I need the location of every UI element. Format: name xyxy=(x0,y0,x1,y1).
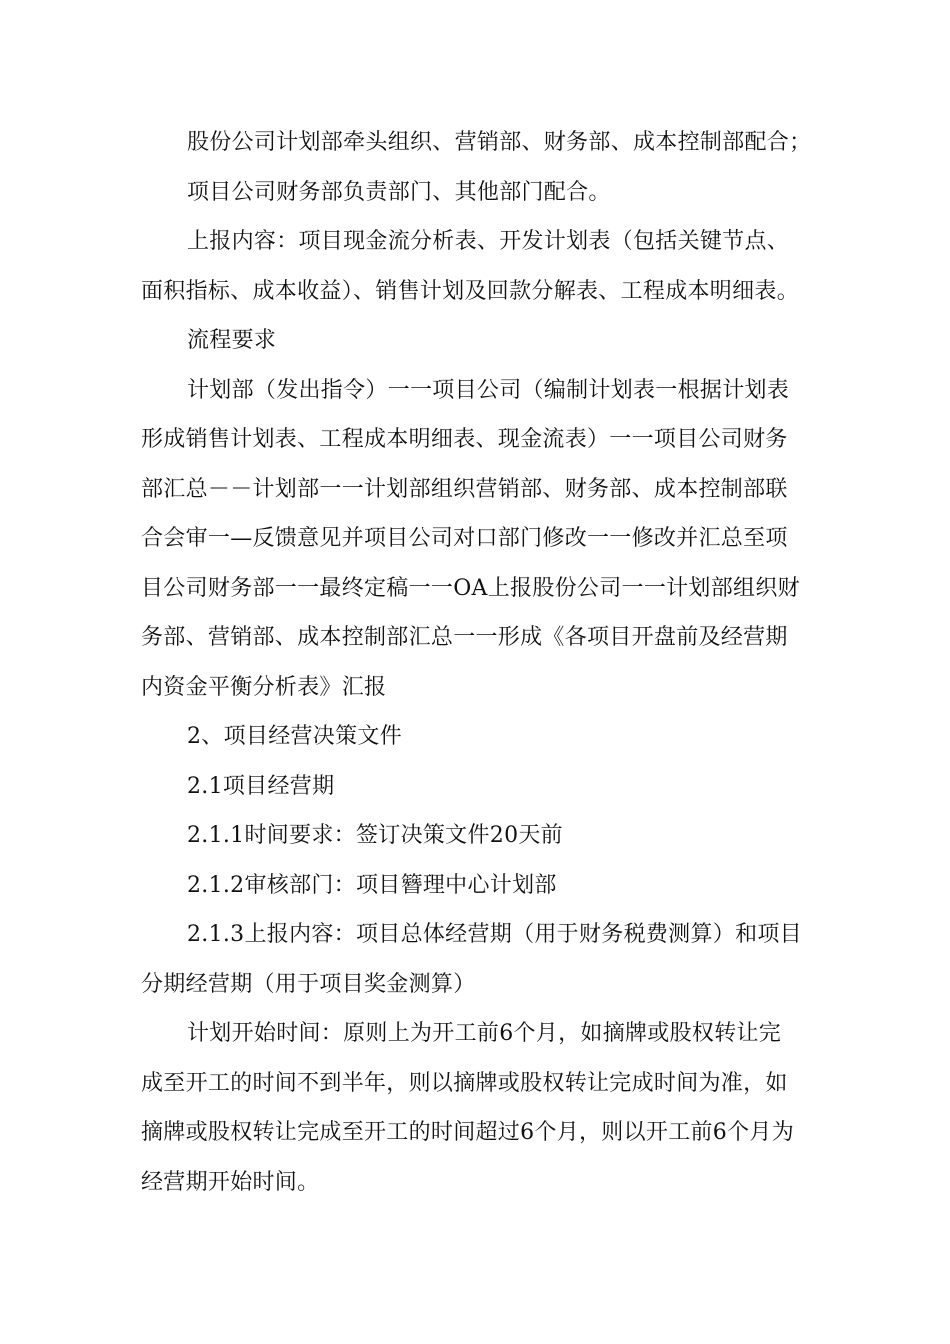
text-line: 2.1.2审核部门：项目簪理中心计划部 xyxy=(187,872,557,898)
text-line: 计划部（发出指令）一一项目公司（编制计划表一根据计划表 xyxy=(187,377,790,403)
subsection-heading: 2.1项目经营期 xyxy=(187,773,335,799)
text-line: 部汇总－－计划部一一计划部组织营销部、财务部、成本控制部联 xyxy=(141,476,788,502)
paragraph xyxy=(141,1009,813,1207)
document-body xyxy=(141,118,813,1207)
text-line: 形成销售计划表、工程成本明细表、现金流表）一一项目公司财务 xyxy=(141,427,788,452)
paragraph xyxy=(141,168,813,218)
text-line: 目公司财务部一一最终定稿一一OA上报股份公司一一计划部组织财 xyxy=(141,575,800,601)
text-line: 内资金平衡分析表》汇报 xyxy=(141,674,387,700)
paragraph xyxy=(141,316,813,366)
text-line: 成至开工的时间不到半年，则以摘牌或股权转让完成时间为准，如 xyxy=(141,1070,788,1096)
paragraph xyxy=(141,861,813,911)
text-line: 摘牌或股权转让完成至开工的时间超过6个月，则以开工前6个月为 xyxy=(141,1120,794,1145)
text-line: 项目公司财务部负责部门、其他部门配合。 xyxy=(187,179,611,205)
text-line: 经营期开始时间。 xyxy=(141,1169,320,1195)
text-line: 合会审一—反馈意见并项目公司对口部门修改一一修改并汇总至项 xyxy=(141,526,788,551)
text-line: 务部、营销部、成本控制部汇总一一形成《各项目开盘前及经营期 xyxy=(141,625,788,650)
section-heading: 2、项目经营决策文件 xyxy=(187,724,402,749)
text-line: 计划开始时间：原则上为开工前6个月，如摘牌或股权转让完 xyxy=(187,1021,782,1046)
text-line: 面积指标、成本收益）、销售计划及回款分解表、工程成本明细表。 xyxy=(141,278,800,304)
text-line: 2.1.1时间要求：签订决策文件20天前 xyxy=(187,823,563,848)
text-line: 分期经营期（用于项目奖金测算） xyxy=(141,971,476,997)
paragraph xyxy=(141,366,813,713)
paragraph xyxy=(141,712,813,762)
text-line: 流程要求 xyxy=(187,328,277,353)
paragraph xyxy=(141,118,813,168)
paragraph xyxy=(141,811,813,861)
paragraph xyxy=(141,217,813,316)
paragraph xyxy=(141,762,813,812)
text-line: 2.1.3上报内容：项目总体经营期（用于财务税费测算）和项目 xyxy=(187,922,802,947)
text-line: 股份公司计划部牵头组织、营销部、财务部、成本控制部配合； xyxy=(187,130,812,155)
paragraph xyxy=(141,910,813,1009)
text-line: 上报内容：项目现金流分析表、开发计划表（包括关键节点、 xyxy=(187,229,790,254)
